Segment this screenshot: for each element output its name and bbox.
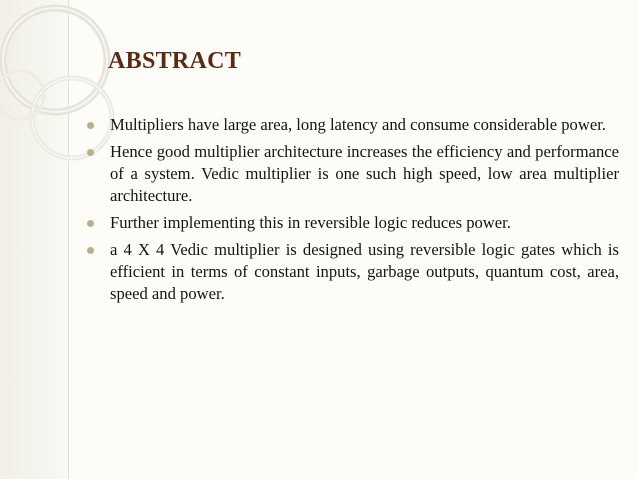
bullet-item <box>84 114 619 136</box>
left-decorative-band <box>0 0 68 479</box>
slide-title: ABSTRACT <box>108 48 242 74</box>
bullet-dot-icon <box>87 149 94 156</box>
bullet-text: Hence good multiplier architecture increases the efficiency and performance of a system. Vedic multiplier is one such high speed, low area multiplier architecture. <box>110 142 619 205</box>
band-edge-line <box>68 0 69 479</box>
bullet-dot-icon <box>87 122 94 129</box>
bullet-list <box>84 114 619 310</box>
bullet-item <box>84 141 619 207</box>
bullet-dot-icon <box>87 247 94 254</box>
bullet-item <box>84 212 619 234</box>
bullet-text: Further implementing this in reversible logic reduces power. <box>110 213 511 232</box>
bullet-text: a 4 X 4 Vedic multiplier is designed using reversible logic gates which is efficient in terms of constant inputs, garbage outputs, quantum cost, area, speed and power. <box>110 240 619 303</box>
bullet-text: Multipliers have large area, long latency and consume considerable power. <box>110 115 606 134</box>
bullet-dot-icon <box>87 220 94 227</box>
bullet-item <box>84 239 619 305</box>
